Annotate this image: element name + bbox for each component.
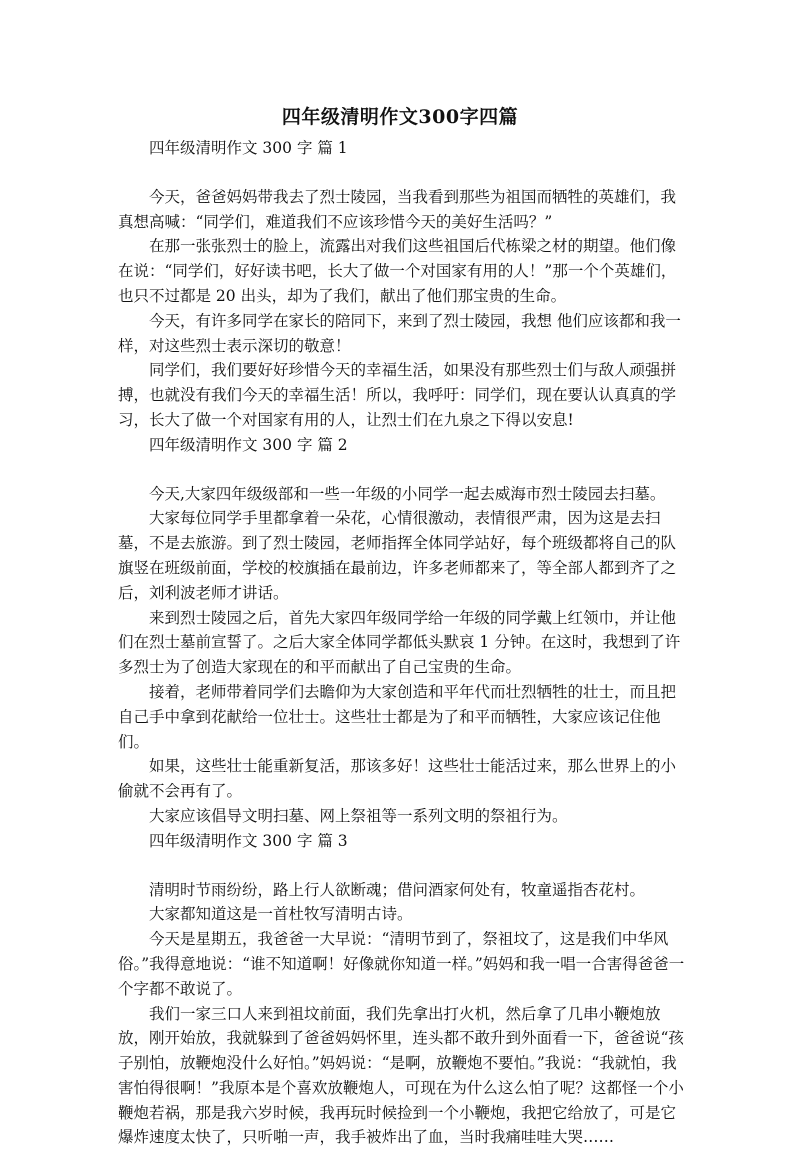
section-spacer <box>118 458 688 482</box>
document-body <box>118 136 688 1150</box>
paragraph: 今天是星期五，我爸爸一大早说：“清明节到了，祭祖坟了，这是我们中华风俗。”我得意地说：“谁不知道啊！好像就你知道一样。”妈妈和我一唱一合害得爸爸一个字都不敢说了。 <box>118 927 688 1001</box>
section-heading-2: 四年级清明作文 300 字 篇 2 <box>118 433 688 458</box>
paragraph: 大家都知道这是一首杜牧写清明古诗。 <box>118 902 688 927</box>
paragraph: 大家每位同学手里都拿着一朵花，心情很激动，表情很严肃，因为这是去扫墓，不是去旅游。到了烈士陵园，老师指挥全体同学站好，每个班级都将自己的队旗竖在班级前面，学校的校旗插在最前边，许多老师都来了，等全部人都到齐了之后，刘利波老师才讲话。 <box>118 506 688 605</box>
section-heading-3: 四年级清明作文 300 字 篇 3 <box>118 829 688 854</box>
paragraph: 大家应该倡导文明扫墓、网上祭祖等一系列文明的祭祖行为。 <box>118 804 688 829</box>
paragraph: 今天，爸爸妈妈带我去了烈士陵园，当我看到那些为祖国而牺牲的英雄们，我真想高喊：“同学们，难道我们不应该珍惜今天的美好生活吗？” <box>118 185 688 235</box>
section-heading-1: 四年级清明作文 300 字 篇 1 <box>118 136 688 161</box>
paragraph: 我们一家三口人来到祖坟前面，我们先拿出打火机，然后拿了几串小鞭炮放放，刚开始放，我就躲到了爸爸妈妈怀里，连头都不敢升到外面看一下，爸爸说“孩子别怕，放鞭炮没什么好怕。”妈妈说：“是啊，放鞭炮不要怕。”我说：“我就怕，我害怕得很啊！”我原本是个喜欢放鞭炮人，可现在为什么这么怕了呢？这都怪一个小鞭炮若祸，那是我六岁时候，我再玩时候捡到一个小鞭炮，我把它给放了，可是它爆炸速度太快了，只听啪一声，我手被炸出了血，当时我痛哇哇大哭…… <box>118 1002 688 1150</box>
section-spacer <box>118 161 688 185</box>
document-title: 四年级清明作文300字四篇 <box>0 104 800 130</box>
paragraph: 来到烈士陵园之后，首先大家四年级同学给一年级的同学戴上红领巾，并让他们在烈士墓前宣誓了。之后大家全体同学都低头默哀 1 分钟。在这时，我想到了许多烈士为了创造大家现在的和平而献出了自己宝贵的生命。 <box>118 606 688 680</box>
paragraph: 在那一张张烈士的脸上，流露出对我们这些祖国后代栋梁之材的期望。他们像在说：“同学们，好好读书吧，长大了做一个对国家有用的人！”那一个个英雄们，也只不过都是 20 出头，却为了我们，献出了他们那宝贵的生命。 <box>118 234 688 308</box>
section-spacer <box>118 854 688 878</box>
paragraph: 接着，老师带着同学们去瞻仰为大家创造和平年代而壮烈牺牲的壮士，而且把自己手中拿到花献给一位壮士。这些壮士都是为了和平而牺牲，大家应该记住他们。 <box>118 680 688 754</box>
paragraph: 今天,大家四年级级部和一些一年级的小同学一起去威海市烈士陵园去扫墓。 <box>118 482 688 507</box>
paragraph: 今天，有许多同学在家长的陪同下，来到了烈士陵园，我想 他们应该都和我一样，对这些烈士表示深切的敬意！ <box>118 309 688 359</box>
paragraph: 清明时节雨纷纷，路上行人欲断魂；借问酒家何处有，牧童遥指杏花村。 <box>118 878 688 903</box>
paragraph: 同学们，我们要好好珍惜今天的幸福生活，如果没有那些烈士们与敌人顽强拼搏，也就没有我们今天的幸福生活！所以，我呼吁：同学们，现在要认认真真的学习，长大了做一个对国家有用的人，让烈士们在九泉之下得以安息! <box>118 358 688 432</box>
paragraph: 如果，这些壮士能重新复活，那该多好！这些壮士能活过来，那么世界上的小偷就不会再有了。 <box>118 754 688 804</box>
